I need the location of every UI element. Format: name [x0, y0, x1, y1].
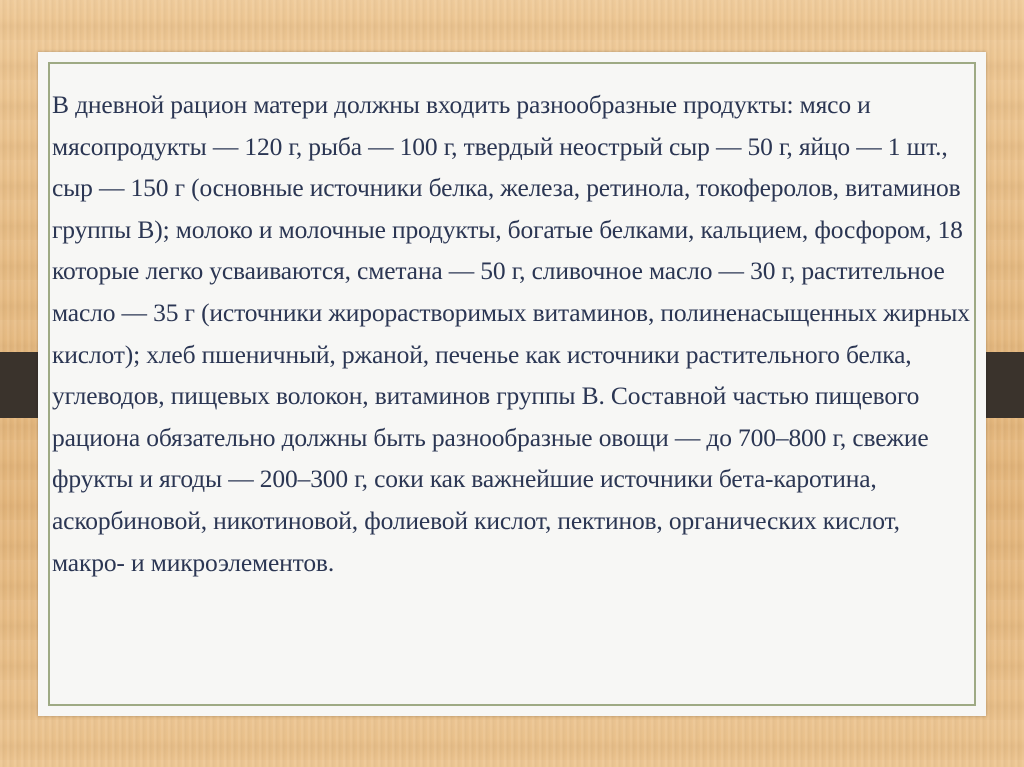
left-decor-bar	[0, 352, 40, 418]
slide-paragraph: В дневной рацион матери должны входить разнообразные продукты: мясо и мясопродукты — 120 г, рыба — 100 г, твердый неострый сыр — 50 г, яйцо — 1 шт., сыр — 150 г (основные источники белка, железа, ретинола, токоферолов, витаминов группы В); молоко и молочные продукты, богатые белками, кальцием, фосфором, 18 которые легко усваиваются, сметана — 50 г, сливочное масло — 30 г, растительное масло — 35 г (источники жирорастворимых витаминов, полиненасыщенных жирных кислот); хлеб пшеничный, ржаной, печенье как источники растительного белка, углеводов, пищевых волокон, витаминов группы В. Составной частью пищевого рациона обязательно должны быть разнообразные овощи — до 700–800 г, свежие фрукты и ягоды — 200–300 г, соки как важнейшие источники бета-каротина, аскорбиновой, никотиновой, фолиевой кислот, пектинов, органических кислот, макро- и микроэлементов.	[52, 90, 970, 577]
slide-card	[38, 52, 986, 716]
